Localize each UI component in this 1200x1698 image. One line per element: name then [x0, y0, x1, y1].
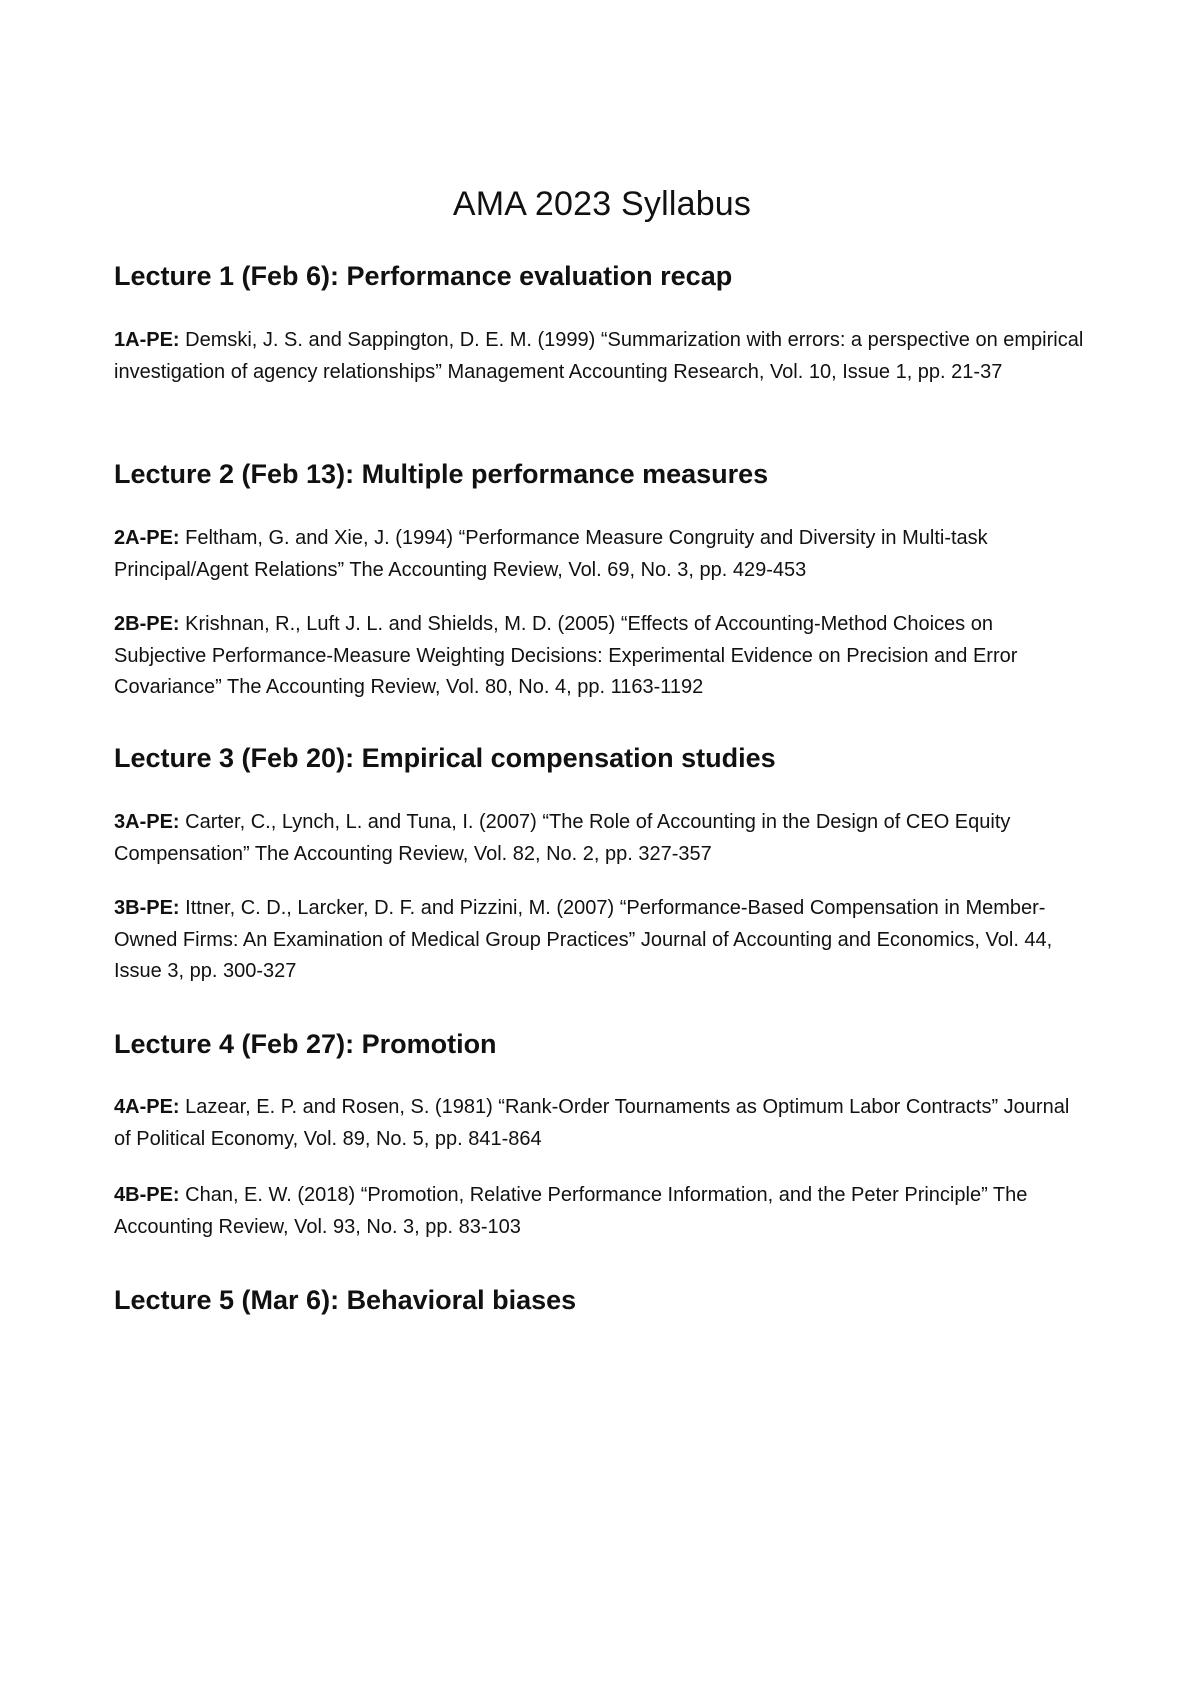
reading-2A-citation: Feltham, G. and Xie, J. (1994) “Performance Measure Congruity and Diversity in Multi-task Principal/Agent Relations” The Accounting Review, Vol. 69, No. 3, pp. 429-453 [114, 527, 988, 581]
reading-2B-citation: Krishnan, R., Luft J. L. and Shields, M. D. (2005) “Effects of Accounting-Method Choices on Subjective Performance-Measure Weighting Decisions: Experimental Evidence on Precision and Error Covariance” The Accounting Review, Vol. 80, No. 4, pp. 1163-1192 [114, 613, 1018, 698]
reading-3A [114, 807, 1090, 870]
reading-1A-citation: Demski, J. S. and Sappington, D. E. M. (1999) “Summarization with errors: a perspective on empirical investigation of agency relationships” Management Accounting Research, Vol. 10, Issue 1, pp. 21-37 [114, 329, 1084, 383]
lecture-1-prefix: Lecture 1 (Feb 6): [114, 261, 347, 291]
lecture-5-prefix: Lecture 5 (Mar 6): [114, 1285, 347, 1315]
reading-3A-citation: Carter, C., Lynch, L. and Tuna, I. (2007) “The Role of Accounting in the Design of CEO Equity Compensation” The Accounting Review, Vol. 82, No. 2, pp. 327-357 [114, 811, 1011, 865]
lecture-2-topic: Multiple performance measures [361, 459, 769, 489]
reading-3A-code: 3A-PE: [114, 811, 180, 833]
reading-1A [114, 325, 1090, 388]
lecture-2-heading [114, 456, 768, 492]
lecture-4-prefix: Lecture 4 (Feb 27): [114, 1029, 362, 1059]
document-title: AMA 2023 Syllabus [452, 185, 752, 223]
reading-3B-citation: Ittner, C. D., Larcker, D. F. and Pizzini, M. (2007) “Performance-Based Compensation in Member-Owned Firms: An Examination of Medical Group Practices” Journal of Accounting and Economics, Vol. 44, Issue 3, pp. 300-327 [114, 897, 1053, 982]
reading-2A-code: 2A-PE: [114, 527, 180, 549]
lecture-4-topic: Promotion [361, 1029, 497, 1059]
reading-3B [114, 893, 1090, 988]
reading-4B-citation: Chan, E. W. (2018) “Promotion, Relative Performance Information, and the Peter Principle” The Accounting Review, Vol. 93, No. 3, pp. 83-103 [114, 1184, 1028, 1238]
lecture-3-heading [114, 740, 776, 776]
lecture-5-topic: Behavioral biases [346, 1285, 577, 1315]
lecture-2-prefix: Lecture 2 (Feb 13): [114, 459, 362, 489]
reading-2B [114, 609, 1090, 704]
reading-4A-code: 4A-PE: [114, 1096, 180, 1118]
reading-4B [114, 1180, 1090, 1243]
lecture-1-heading [114, 258, 732, 294]
reading-1A-code: 1A-PE: [114, 329, 180, 351]
lecture-3-topic: Empirical compensation studies [361, 743, 776, 773]
reading-2A [114, 523, 1090, 586]
reading-4B-code: 4B-PE: [114, 1184, 180, 1206]
reading-3B-code: 3B-PE: [114, 897, 180, 919]
reading-2B-code: 2B-PE: [114, 613, 180, 635]
lecture-5-heading [114, 1282, 576, 1318]
lecture-3-prefix: Lecture 3 (Feb 20): [114, 743, 362, 773]
lecture-4-heading [114, 1026, 497, 1062]
reading-4A [114, 1092, 1090, 1155]
reading-4A-citation: Lazear, E. P. and Rosen, S. (1981) “Rank-Order Tournaments as Optimum Labor Contracts” Journal of Political Economy, Vol. 89, No. 5, pp. 841-864 [114, 1096, 1070, 1150]
lecture-1-topic: Performance evaluation recap [346, 261, 733, 291]
